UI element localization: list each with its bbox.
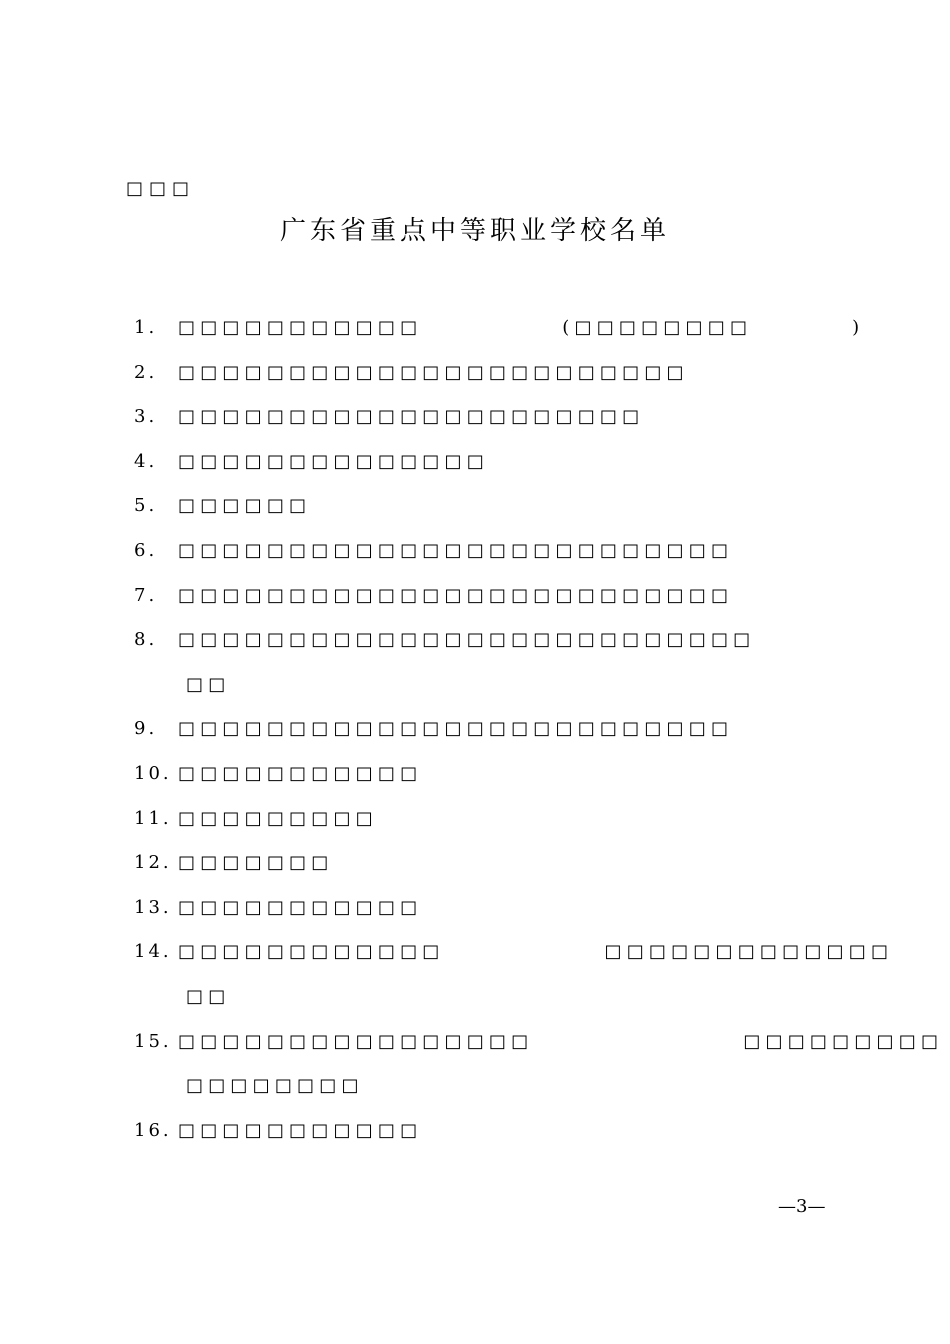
item-number: 5. [134,495,158,517]
item-text: □□□□□□□□□□□□□□□□□□□□□□□□□ [178,539,734,561]
list-item [134,1109,834,1154]
item-number: 7. [134,584,158,606]
item-number: 11. [134,807,172,829]
item-text: □□□□□□□ [178,852,334,874]
item-text: □□□□□□□□□□□ [178,1119,423,1141]
list-item [134,841,834,886]
list-item [134,574,834,619]
item-text-continuation: □□ [186,673,231,695]
page-number: —3— [778,1196,826,1217]
item-text: □□□□□□□□□□□ [178,317,423,338]
list-item [134,1020,944,1109]
list-item [134,351,834,396]
item-text: □□□□□□□□□□□□□□ [178,450,489,472]
item-number: 8. [134,629,158,651]
list-item [134,797,834,842]
item-text: □□□□□□□□□□□□□□□□□□□□□□□□□ [178,718,734,740]
item-number: 13. [134,896,172,918]
item-text: □□□□□□□□□□□ [178,762,423,784]
list-item [134,707,834,752]
page-title: 广东省重点中等职业学校名单 [279,216,670,246]
item-note: □□□□□□□□□ [743,1030,944,1052]
item-text: □□□□□□□□□ [178,807,378,829]
item-note: □□□□□□□□□□□□□ [604,941,894,963]
item-number: 6. [134,539,158,561]
item-text: □□□□□□□□□□□□□□□□□□□□□ [178,406,645,428]
item-number: 1. [134,317,158,338]
list-item [134,618,834,707]
item-text: □□□□□□□□□□□ [178,896,423,918]
item-note-close: ) [852,317,865,338]
item-number: 10. [134,762,172,784]
item-number: 12. [134,852,172,874]
list-item [134,440,834,485]
list-item [134,752,834,797]
item-number: 4. [134,450,158,472]
item-text-continuation: □□□□□□□□ [186,1075,364,1097]
item-text: □□□□□□□□□□□□□□□□□□□□□□□□□□ [178,629,756,651]
item-number: 16. [134,1119,172,1141]
list-item [134,529,834,574]
item-number: 15. [134,1030,172,1052]
item-number: 2. [134,361,158,383]
item-number: 3. [134,406,158,428]
item-text: □□□□□□□□□□□□□□□□ [178,1030,534,1052]
item-text: □□□□□□ [178,495,312,517]
item-number: 9. [134,718,158,740]
list-item [134,395,834,440]
school-list [134,306,944,1153]
list-item [134,886,834,931]
attachment-label: □□□ [126,178,196,199]
item-note: (□□□□□□□□ [562,317,753,338]
list-item [134,306,865,351]
item-number: 14. [134,941,172,963]
item-text: □□□□□□□□□□□□ [178,941,445,963]
list-item [134,484,834,529]
list-item [134,930,894,1019]
item-text-continuation: □□ [186,985,231,1007]
item-text: □□□□□□□□□□□□□□□□□□□□□□□□□ [178,584,734,606]
item-text: □□□□□□□□□□□□□□□□□□□□□□□ [178,361,689,383]
